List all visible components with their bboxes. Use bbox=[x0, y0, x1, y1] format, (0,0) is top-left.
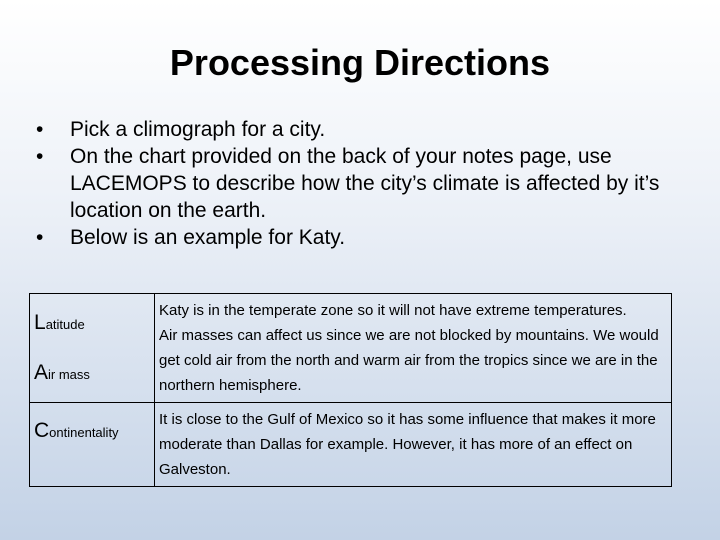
term-cell bbox=[30, 294, 155, 403]
bullet-item bbox=[36, 143, 696, 224]
slide-title: Processing Directions bbox=[169, 42, 551, 83]
term-latitude bbox=[34, 296, 150, 348]
description-cell bbox=[155, 294, 672, 403]
bullet-dot: • bbox=[36, 145, 44, 168]
term-rest: atitude bbox=[45, 317, 85, 332]
bullet-text: Pick a climograph for a city. bbox=[70, 118, 326, 141]
term-initial: L bbox=[34, 311, 46, 334]
description-continentality: It is close to the Gulf of Mexico so it has some influence that makes it more moderate than Dallas for example. However, it has more of an effect on Galveston. bbox=[159, 411, 656, 478]
term-rest: ontinentality bbox=[49, 425, 119, 440]
description-air-mass: Air masses can affect us since we are not blocked by mountains. We would get cold air from the north and warm air from the tropics since we are in the northern hemisphere. bbox=[159, 327, 659, 394]
term-initial: C bbox=[34, 419, 50, 442]
table-row bbox=[30, 294, 672, 403]
bullet-dot: • bbox=[36, 118, 44, 141]
bullet-dot: • bbox=[36, 226, 44, 249]
term-continentality bbox=[34, 405, 150, 466]
term-rest: ir mass bbox=[48, 367, 90, 382]
bullet-text: Below is an example for Katy. bbox=[70, 226, 346, 249]
bullet-item bbox=[36, 116, 696, 143]
description-latitude: Katy is in the temperate zone so it will not have extreme temperatures. bbox=[159, 302, 627, 319]
term-cell bbox=[30, 403, 155, 487]
table-row bbox=[30, 403, 672, 487]
term-air-mass bbox=[34, 348, 150, 398]
description-cell bbox=[155, 403, 672, 487]
lacemops-table bbox=[29, 293, 672, 487]
term-initial: A bbox=[34, 361, 49, 384]
bullet-text: On the chart provided on the back of your notes page, use LACEMOPS to describe how the city’s climate is affected by it’s location on the earth. bbox=[70, 145, 660, 222]
bullet-list bbox=[36, 116, 696, 251]
bullet-item bbox=[36, 224, 696, 251]
